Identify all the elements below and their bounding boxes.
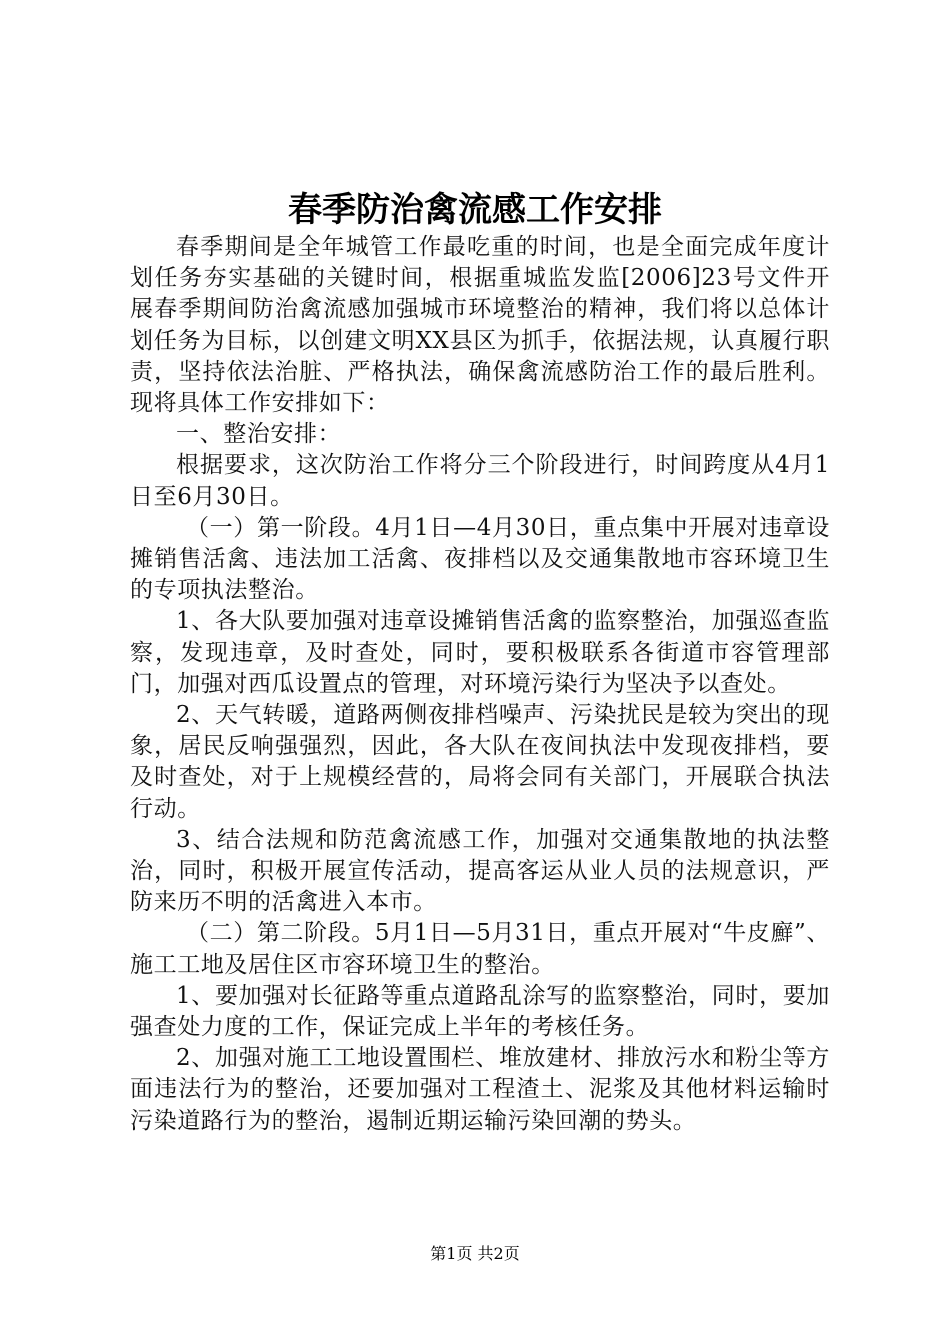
phase-one-item-1: 1、各大队要加强对违章设摊销售活禽的监察整治，加强巡查监察，发现违章，及时查处，同时，要积极联系各街道市容管理部门，加强对西瓜设置点的管理，对环境污染行为坚决予以查处。	[130, 608, 830, 697]
page-footer: 第1页 共2页	[430, 1244, 520, 1263]
intro-paragraph: 春季期间是全年城管工作最吃重的时间，也是全面完成年度计划任务夯实基础的关键时间，根据重城监发监[2006]23号文件开展春季期间防治禽流感加强城市环境整治的精神，我们将以总体计划任务为目标，以创建文明XX县区为抓手，依据法规，认真履行职责，坚持依法治脏、严格执法，确保禽流感防治工作的最后胜利。现将具体工作安排如下：	[130, 234, 830, 417]
phase-one-item-3: 3、结合法规和防范禽流感工作，加强对交通集散地的执法整治，同时，积极开展宣传活动，提高客运从业人员的法规意识，严防来历不明的活禽进入本市。	[130, 826, 830, 916]
section-heading: 一、整治安排：	[176, 421, 342, 448]
phase-two-item-1: 1、要加强对长征路等重点道路乱涂写的监察整治，同时，要加强查处力度的工作，保证完成上半年的考核任务。	[130, 982, 830, 1041]
document-title: 春季防治禽流感工作安排	[288, 190, 662, 230]
phase-one-item-2: 2、天气转暖，道路两侧夜排档噪声、污染扰民是较为突出的现象，居民反响强强烈，因此，各大队在夜间执法中发现夜排档，要及时查处，对于上规模经营的，局将会同有关部门，开展联合执法行动。	[130, 702, 830, 822]
schedule-paragraph: 根据要求，这次防治工作将分三个阶段进行，时间跨度从4月1日至6月30日。	[130, 452, 830, 510]
document-body	[130, 232, 830, 1137]
phase-two-item-2: 2、加强对施工工地设置围栏、堆放建材、排放污水和粉尘等方面违法行为的整治，还要加强对工程渣土、泥浆及其他材料运输时污染道路行为的整治，遏制近期运输污染回潮的势头。	[130, 1045, 830, 1134]
phase-two-paragraph: （二）第二阶段。5月1日—5月31日，重点开展对“牛皮廯”、施工工地及居住区市容环境卫生的整治。	[130, 920, 830, 978]
phase-one-paragraph: （一）第一阶段。4月1日—4月30日，重点集中开展对违章设摊销售活禽、违法加工活禽、夜排档以及交通集散地市容环境卫生的专项执法整治。	[130, 514, 830, 604]
